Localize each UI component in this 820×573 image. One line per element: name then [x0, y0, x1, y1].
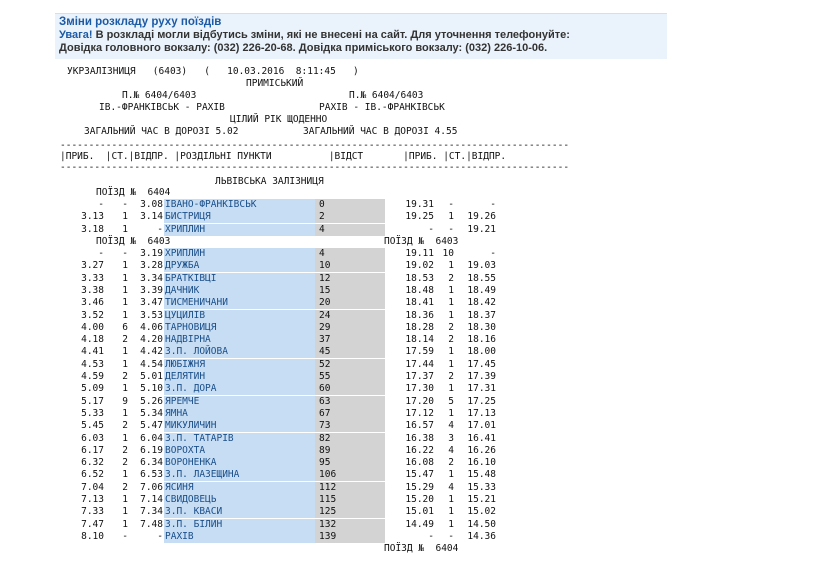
return-stop-minutes: 10 [442, 248, 454, 259]
return-arrival-time: 17.12 [405, 407, 434, 419]
notice-line-2: Довідка головного вокзалу: (032) 226-20-68. Довідка приміського вокзалу: (032) 226-10-06. [59, 42, 548, 54]
arrival-time: 5.09 [81, 383, 104, 395]
stop-minutes: 1 [122, 383, 128, 395]
distance-km: 73 [315, 420, 385, 432]
stop-minutes: 1 [122, 223, 128, 235]
table-column-headers: |ПРИБ. |СТ.|ВІДПР. |РОЗДІЛЬНІ ПУНКТИ |ВІДСТ |ПРИБ. |СТ.|ВІДПР. [60, 151, 507, 162]
divider: ----------------------------------------------------------------------------------------- [60, 162, 570, 173]
return-arrival-time: 17.30 [405, 383, 434, 395]
return-departure-time: 16.26 [467, 444, 496, 456]
stop-minutes: 1 [122, 494, 128, 505]
stop-minutes: 1 [122, 297, 128, 309]
return-departure-time: 17.39 [467, 371, 496, 382]
return-stop-minutes: 2 [448, 321, 454, 333]
table-row [60, 285, 495, 297]
return-departure-time: 18.42 [467, 297, 496, 309]
station-name: З.П. ЛАЗЕЩИНА [164, 469, 315, 481]
table-row [60, 199, 495, 211]
arrival-time: 5.33 [81, 407, 104, 419]
station-name: ЛЮБІЖНЯ [164, 359, 315, 371]
departure-time: 5.26 [140, 395, 163, 407]
arrival-time: 4.18 [81, 334, 104, 346]
station-name: ДРУЖБА [164, 260, 315, 272]
stop-minutes: 9 [122, 395, 128, 407]
departure-time: 3.53 [140, 309, 163, 321]
return-arrival-time: - [428, 530, 434, 542]
train-number-left: П.№ 6404/6403 [122, 90, 197, 101]
departure-time: 3.39 [140, 284, 163, 296]
return-arrival-time: 19.02 [405, 260, 434, 272]
stop-minutes: 2 [122, 420, 128, 432]
return-arrival-time: 15.29 [405, 481, 434, 493]
distance-km: 115 [315, 494, 385, 506]
distance-km: 125 [315, 506, 385, 518]
stop-minutes: 2 [122, 444, 128, 456]
return-stop-minutes: - [448, 199, 454, 210]
return-arrival-time: 18.53 [405, 272, 434, 284]
table-row [60, 519, 495, 531]
return-arrival-time: 16.22 [405, 444, 434, 456]
station-name: З.П. ДОРА [164, 383, 315, 395]
arrival-time: 6.03 [81, 432, 104, 444]
station-name: ТИСМЕНИЧАНИ [164, 297, 315, 309]
return-arrival-time: 16.38 [405, 432, 434, 444]
return-departure-time: 17.13 [467, 407, 496, 419]
return-stop-minutes: 4 [448, 481, 454, 493]
arrival-time: 7.33 [81, 506, 104, 518]
station-name: НАДВІРНА [164, 334, 315, 346]
station-name: СВИДОВЕЦЬ [164, 494, 315, 506]
return-departure-time: 17.25 [467, 395, 496, 407]
return-arrival-time: 18.36 [405, 309, 434, 321]
return-stop-minutes: 1 [448, 469, 454, 481]
departure-time: 6.19 [140, 444, 163, 456]
distance-km: 12 [315, 273, 385, 285]
distance-km: 67 [315, 408, 385, 420]
arrival-time: 5.45 [81, 420, 104, 432]
return-departure-time: 14.50 [467, 518, 496, 530]
return-stop-minutes: 2 [448, 371, 454, 382]
station-name: РАХІВ [164, 531, 315, 543]
return-arrival-time: 18.14 [405, 334, 434, 346]
return-stop-minutes: 4 [448, 420, 454, 432]
return-stop-minutes: 2 [448, 334, 454, 346]
table-row [60, 457, 495, 469]
station-name: БИСТРИЦЯ [164, 211, 315, 223]
distance-km: 4 [315, 248, 385, 260]
distance-km: 45 [315, 346, 385, 358]
station-name: ДЕЛЯТИН [164, 371, 315, 383]
return-arrival-time: 17.37 [405, 371, 434, 382]
arrival-time: 3.52 [81, 309, 104, 321]
return-arrival-time: 15.20 [405, 494, 434, 505]
table-row [60, 408, 495, 420]
return-arrival-time: 19.31 [405, 199, 434, 210]
return-departure-time: 16.41 [467, 432, 496, 444]
return-stop-minutes: 1 [448, 297, 454, 309]
railway-name: ЛЬВІВСЬКА ЗАЛІЗНИЦЯ [215, 176, 324, 187]
table-row [60, 211, 495, 223]
departure-time: 7.14 [140, 494, 163, 505]
return-departure-time: 15.02 [467, 506, 496, 518]
notice-line-1: В розкладі могли відбутись зміни, які не внесені на сайт. Для уточнення телефонуйте: [92, 29, 570, 41]
return-stop-minutes: 4 [448, 444, 454, 456]
return-arrival-time: 16.08 [405, 457, 434, 469]
distance-km: 0 [315, 199, 385, 211]
stop-minutes: 2 [122, 334, 128, 346]
distance-km: 63 [315, 396, 385, 408]
distance-km: 106 [315, 469, 385, 481]
return-departure-time: 18.30 [467, 321, 496, 333]
stop-minutes: 1 [122, 469, 128, 481]
distance-km: 132 [315, 519, 385, 531]
arrival-time: 3.38 [81, 284, 104, 296]
return-departure-time: 18.55 [467, 272, 496, 284]
stop-minutes: 1 [122, 211, 128, 223]
arrival-time: 4.00 [81, 321, 104, 333]
station-name: З.П. БІЛИН [164, 519, 315, 531]
departure-time: 7.34 [140, 506, 163, 518]
table-row [60, 396, 495, 408]
distance-km: 37 [315, 334, 385, 346]
return-stop-minutes: 1 [448, 358, 454, 370]
departure-time: - [157, 223, 163, 235]
station-name: ВОРОНЕНКА [164, 457, 315, 469]
table-row [60, 260, 495, 272]
stop-minutes: 1 [122, 346, 128, 358]
return-stop-minutes: 1 [448, 260, 454, 272]
stop-minutes: 1 [122, 518, 128, 530]
schedule-days: ЦІЛИЙ РІК ЩОДЕННО [230, 114, 328, 125]
arrival-time: 3.18 [81, 223, 104, 235]
station-name: МИКУЛИЧИН [164, 420, 315, 432]
departure-time: 4.54 [140, 358, 163, 370]
return-departure-time: 18.00 [467, 346, 496, 358]
travel-time-left: ЗАГАЛЬНИЙ ЧАС В ДОРОЗІ 5.02 [84, 126, 239, 137]
return-stop-minutes: 1 [448, 346, 454, 358]
table-row [60, 310, 495, 322]
station-name: БРАТКІВЦІ [164, 273, 315, 285]
station-name: ХРИПЛИН [164, 248, 315, 260]
distance-km: 15 [315, 285, 385, 297]
return-departure-time: 14.36 [467, 530, 496, 542]
return-arrival-time: 17.59 [405, 346, 434, 358]
return-arrival-time: 14.49 [405, 518, 434, 530]
stop-minutes: 1 [122, 284, 128, 296]
timetable-source: УКРЗАЛІЗНИЦЯ (6403) ( 10.03.2016 8:11:45 ) [67, 66, 359, 77]
distance-km: 55 [315, 371, 385, 383]
return-stop-minutes: 2 [448, 272, 454, 284]
stop-minutes: 1 [122, 309, 128, 321]
return-arrival-time: 17.44 [405, 358, 434, 370]
arrival-time: 3.27 [81, 260, 104, 272]
departure-time: 3.19 [140, 248, 163, 259]
return-stop-minutes: 1 [448, 211, 454, 223]
arrival-time: 6.52 [81, 469, 104, 481]
arrival-time: 6.17 [81, 444, 104, 456]
return-arrival-time: 18.48 [405, 284, 434, 296]
departure-time: 3.34 [140, 272, 163, 284]
departure-time: 3.08 [140, 199, 163, 210]
return-departure-time: 18.37 [467, 309, 496, 321]
return-arrival-time: 17.20 [405, 395, 434, 407]
table-row [60, 248, 495, 260]
return-stop-minutes: 1 [448, 383, 454, 395]
return-stop-minutes: 1 [448, 284, 454, 296]
station-name: ВОРОХТА [164, 445, 315, 457]
station-name: З.П. ЛОЙОВА [164, 346, 315, 358]
arrival-time: - [98, 248, 104, 259]
train-label-6403-left: ПОЇЗД № 6403 [96, 236, 171, 247]
route-right: РАХІВ - ІВ.-ФРАНКІВСЬК [319, 102, 445, 113]
departure-time: 5.34 [140, 407, 163, 419]
station-name: З.П. КВАСИ [164, 506, 315, 518]
table-row [60, 433, 495, 445]
table-row [60, 334, 495, 346]
arrival-time: 7.13 [81, 494, 104, 505]
return-stop-minutes: 3 [448, 432, 454, 444]
return-departure-time: - [490, 248, 496, 259]
train-label-6404-bottom: ПОЇЗД № 6404 [384, 543, 459, 554]
departure-time: 7.48 [140, 518, 163, 530]
return-arrival-time: 16.57 [405, 420, 434, 432]
return-arrival-time: 15.01 [405, 506, 434, 518]
return-stop-minutes: - [448, 530, 454, 542]
departure-time: - [157, 530, 163, 542]
return-departure-time: 16.10 [467, 457, 496, 469]
station-name: З.П. ТАТАРІВ [164, 433, 315, 445]
table-row [60, 531, 495, 543]
table-row [60, 445, 495, 457]
return-stop-minutes: - [448, 223, 454, 235]
distance-km: 82 [315, 433, 385, 445]
distance-km: 20 [315, 297, 385, 309]
departure-time: 6.34 [140, 457, 163, 469]
notice-title: Зміни розкладу руху поїздів [59, 16, 222, 28]
station-name: ЯСИНЯ [164, 482, 315, 494]
stop-minutes: - [122, 530, 128, 542]
schedule-changes-notice [55, 13, 667, 59]
notice-warning-label: Увага! [59, 29, 93, 41]
stop-minutes: 1 [122, 272, 128, 284]
table-row [60, 482, 495, 494]
stop-minutes: 1 [122, 506, 128, 518]
return-departure-time: 19.21 [467, 223, 496, 235]
return-stop-minutes: 5 [448, 395, 454, 407]
table-row [60, 297, 495, 309]
station-name: ЦУЦИЛІВ [164, 310, 315, 322]
return-departure-time: 18.16 [467, 334, 496, 346]
return-arrival-time: 18.28 [405, 321, 434, 333]
distance-km: 139 [315, 531, 385, 543]
return-arrival-time: 19.25 [405, 211, 434, 223]
return-departure-time: 17.31 [467, 383, 496, 395]
return-departure-time: 17.01 [467, 420, 496, 432]
return-arrival-time: 18.41 [405, 297, 434, 309]
notice-text [59, 29, 663, 42]
distance-km: 112 [315, 482, 385, 494]
distance-km: 95 [315, 457, 385, 469]
distance-km: 29 [315, 322, 385, 334]
table-row [60, 420, 495, 432]
departure-time: 3.47 [140, 297, 163, 309]
travel-time-right: ЗАГАЛЬНИЙ ЧАС В ДОРОЗІ 4.55 [303, 126, 458, 137]
departure-time: 5.10 [140, 383, 163, 395]
station-name: ЯРЕМЧЕ [164, 396, 315, 408]
return-stop-minutes: 1 [448, 506, 454, 518]
return-stop-minutes: 1 [448, 407, 454, 419]
return-stop-minutes: 1 [448, 518, 454, 530]
return-arrival-time: 15.47 [405, 469, 434, 481]
arrival-time: - [98, 199, 104, 210]
stop-minutes: 1 [122, 260, 128, 272]
distance-km: 2 [315, 211, 385, 223]
distance-km: 60 [315, 383, 385, 395]
departure-time: 6.04 [140, 432, 163, 444]
divider: ----------------------------------------------------------------------------------------- [60, 140, 570, 151]
table-row [60, 494, 495, 506]
distance-km: 10 [315, 260, 385, 272]
table-row [60, 383, 495, 395]
return-departure-time: 15.48 [467, 469, 496, 481]
departure-time: 5.01 [140, 371, 163, 382]
stop-minutes: 1 [122, 358, 128, 370]
arrival-time: 3.13 [81, 211, 104, 223]
arrival-time: 4.41 [81, 346, 104, 358]
arrival-time: 7.04 [81, 481, 104, 493]
route-left: ІВ.-ФРАНКІВСЬК - РАХІВ [99, 102, 225, 113]
stop-minutes: 1 [122, 432, 128, 444]
return-arrival-time: 19.11 [405, 248, 434, 259]
train-type: ПРИМІСЬКИЙ [246, 78, 304, 89]
arrival-time: 5.17 [81, 395, 104, 407]
distance-km: 24 [315, 310, 385, 322]
distance-km: 4 [315, 224, 385, 236]
stop-minutes: 2 [122, 457, 128, 469]
arrival-time: 3.33 [81, 272, 104, 284]
return-stop-minutes: 1 [448, 494, 454, 505]
return-departure-time: 19.26 [467, 211, 496, 223]
train-label-6404: ПОЇЗД № 6404 [96, 187, 171, 198]
arrival-time: 4.59 [81, 371, 104, 382]
departure-time: 5.47 [140, 420, 163, 432]
departure-time: 7.06 [140, 481, 163, 493]
station-name: ІВАНО-ФРАНКІВСЬК [164, 199, 315, 211]
table-row [60, 359, 495, 371]
return-departure-time: - [490, 199, 496, 210]
return-departure-time: 15.21 [467, 494, 496, 505]
table-row [60, 469, 495, 481]
stop-minutes: 6 [122, 321, 128, 333]
station-name: ЯМНА [164, 408, 315, 420]
return-stop-minutes: 2 [448, 457, 454, 469]
station-name: ТАРНОВИЦЯ [164, 322, 315, 334]
return-stop-minutes: 1 [448, 309, 454, 321]
table-row [60, 371, 495, 383]
departure-time: 3.14 [140, 211, 163, 223]
arrival-time: 8.10 [81, 530, 104, 542]
table-row [60, 322, 495, 334]
return-arrival-time: - [428, 223, 434, 235]
stop-minutes: 2 [122, 371, 128, 382]
station-name: ХРИПЛИН [164, 224, 315, 236]
return-departure-time: 18.49 [467, 284, 496, 296]
departure-time: 4.42 [140, 346, 163, 358]
return-departure-time: 17.45 [467, 358, 496, 370]
departure-time: 4.20 [140, 334, 163, 346]
arrival-time: 3.46 [81, 297, 104, 309]
train-label-6403-right: ПОЇЗД № 6403 [384, 236, 459, 247]
departure-time: 3.28 [140, 260, 163, 272]
arrival-time: 7.47 [81, 518, 104, 530]
stop-minutes: 2 [122, 481, 128, 493]
distance-km: 52 [315, 359, 385, 371]
station-name: ДАЧНИК [164, 285, 315, 297]
arrival-time: 4.53 [81, 358, 104, 370]
return-departure-time: 15.33 [467, 481, 496, 493]
stop-minutes: 1 [122, 407, 128, 419]
table-row [60, 273, 495, 285]
stop-minutes: - [122, 199, 128, 210]
table-row [60, 506, 495, 518]
table-row [60, 346, 495, 358]
departure-time: 6.53 [140, 469, 163, 481]
distance-km: 89 [315, 445, 385, 457]
stop-minutes: - [122, 248, 128, 259]
arrival-time: 6.32 [81, 457, 104, 469]
return-departure-time: 19.03 [467, 260, 496, 272]
table-row [60, 224, 495, 236]
train-number-right: П.№ 6404/6403 [349, 90, 424, 101]
departure-time: 4.06 [140, 321, 163, 333]
